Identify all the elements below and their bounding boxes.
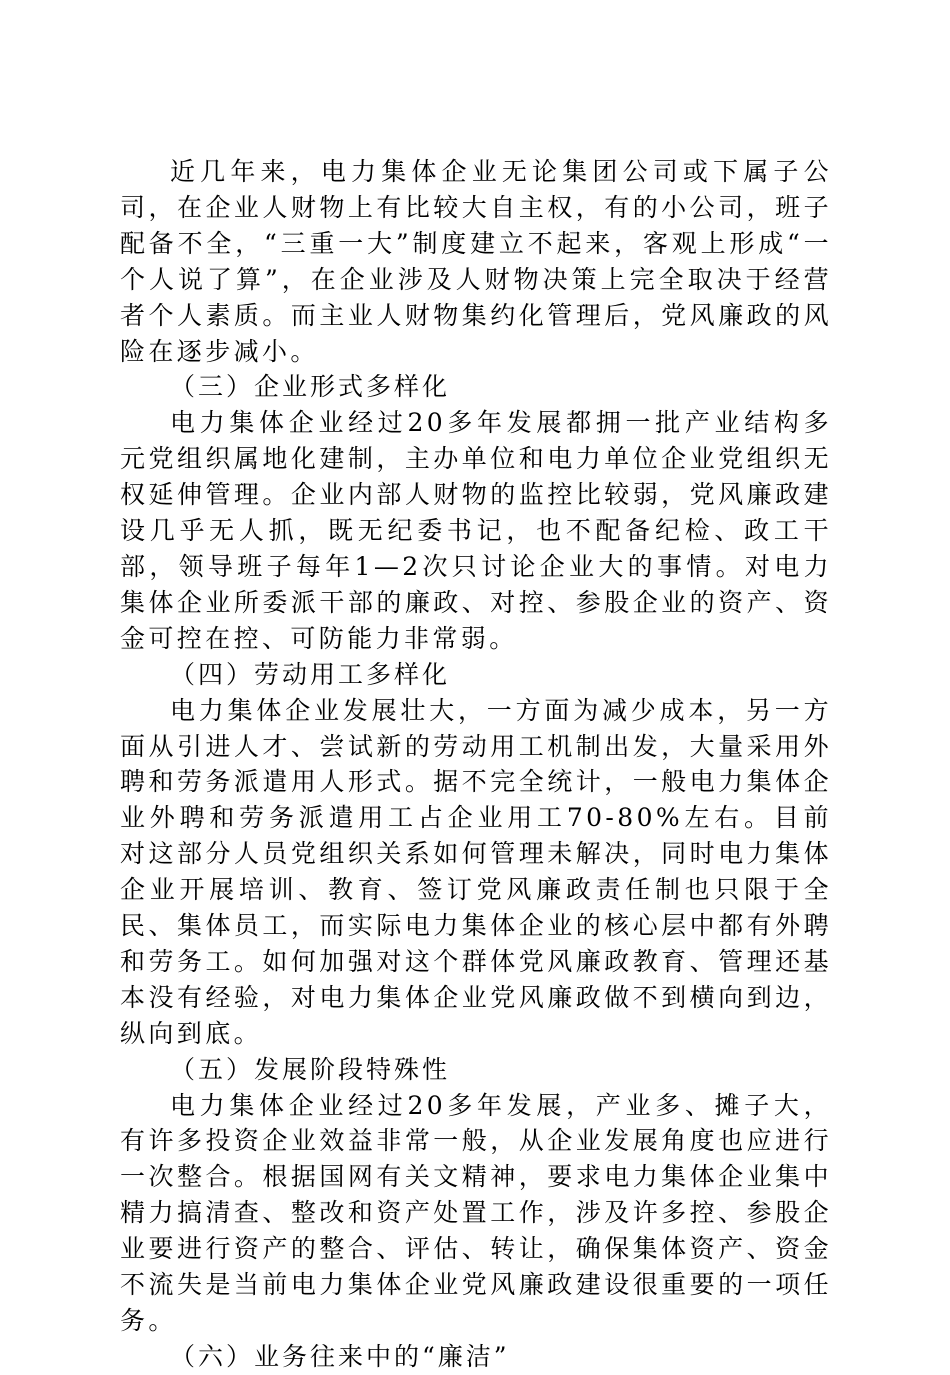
paragraph-section-4: 电力集体企业发展壮大，一方面为减少成本，另一方面从引进人才、尝试新的劳动用工机制出发，大量采用外聘和劳务派遣用人形式。据不完全统计，一般电力集体企业外聘和劳务派遣用工占企业用工70-80%左右。目前对这部分人员党组织关系如何管理未解决，同时电力集体企业开展培训、教育、签订党风廉政责任制也只限于全民、集体员工，而实际电力集体企业的核心层中都有外聘和劳务工。如何加强对这个群体党风廉政教育、管理还基本没有经验，对电力集体企业党风廉政做不到横向到边，纵向到底。 <box>120 695 832 1048</box>
section-heading-6: （六）业务往来中的“廉洁” <box>170 1341 510 1371</box>
paragraph-section-3: 电力集体企业经过20多年发展都拥一批产业结构多元党组织属地化建制，主办单位和电力单位企业党组织无权延伸管理。企业内部人财物的监控比较弱，党风廉政建设几乎无人抓，既无纪委书记，也不配备纪检、政工干部，领导班子每年1—2次只讨论企业大的事情。对电力集体企业所委派干部的廉政、对控、参股企业的资产、资金可控在控、可防能力非常弱。 <box>120 408 832 653</box>
document-body <box>120 154 832 1375</box>
section-heading-3: （三）企业形式多样化 <box>170 372 451 402</box>
section-heading-4: （四）劳动用工多样化 <box>170 659 451 689</box>
section-heading-5: （五）发展阶段特殊性 <box>170 1054 451 1084</box>
paragraph-section-5: 电力集体企业经过20多年发展，产业多、摊子大，有许多投资企业效益非常一般，从企业发展角度也应进行一次整合。根据国网有关文精神，要求电力集体企业集中精力搞清查、整改和资产处置工作，涉及许多控、参股企业要进行资产的整合、评估、转让，确保集体资产、资金不流失是当前电力集体企业党风廉政建设很重要的一项任务。 <box>120 1090 832 1335</box>
paragraph-intro: 近几年来，电力集体企业无论集团公司或下属子公司，在企业人财物上有比较大自主权，有的小公司，班子配备不全，“三重一大”制度建立不起来，客观上形成“一个人说了算”，在企业涉及人财物决策上完全取决于经营者个人素质。而主业人财物集约化管理后，党风廉政的风险在逐步减小。 <box>120 157 832 366</box>
